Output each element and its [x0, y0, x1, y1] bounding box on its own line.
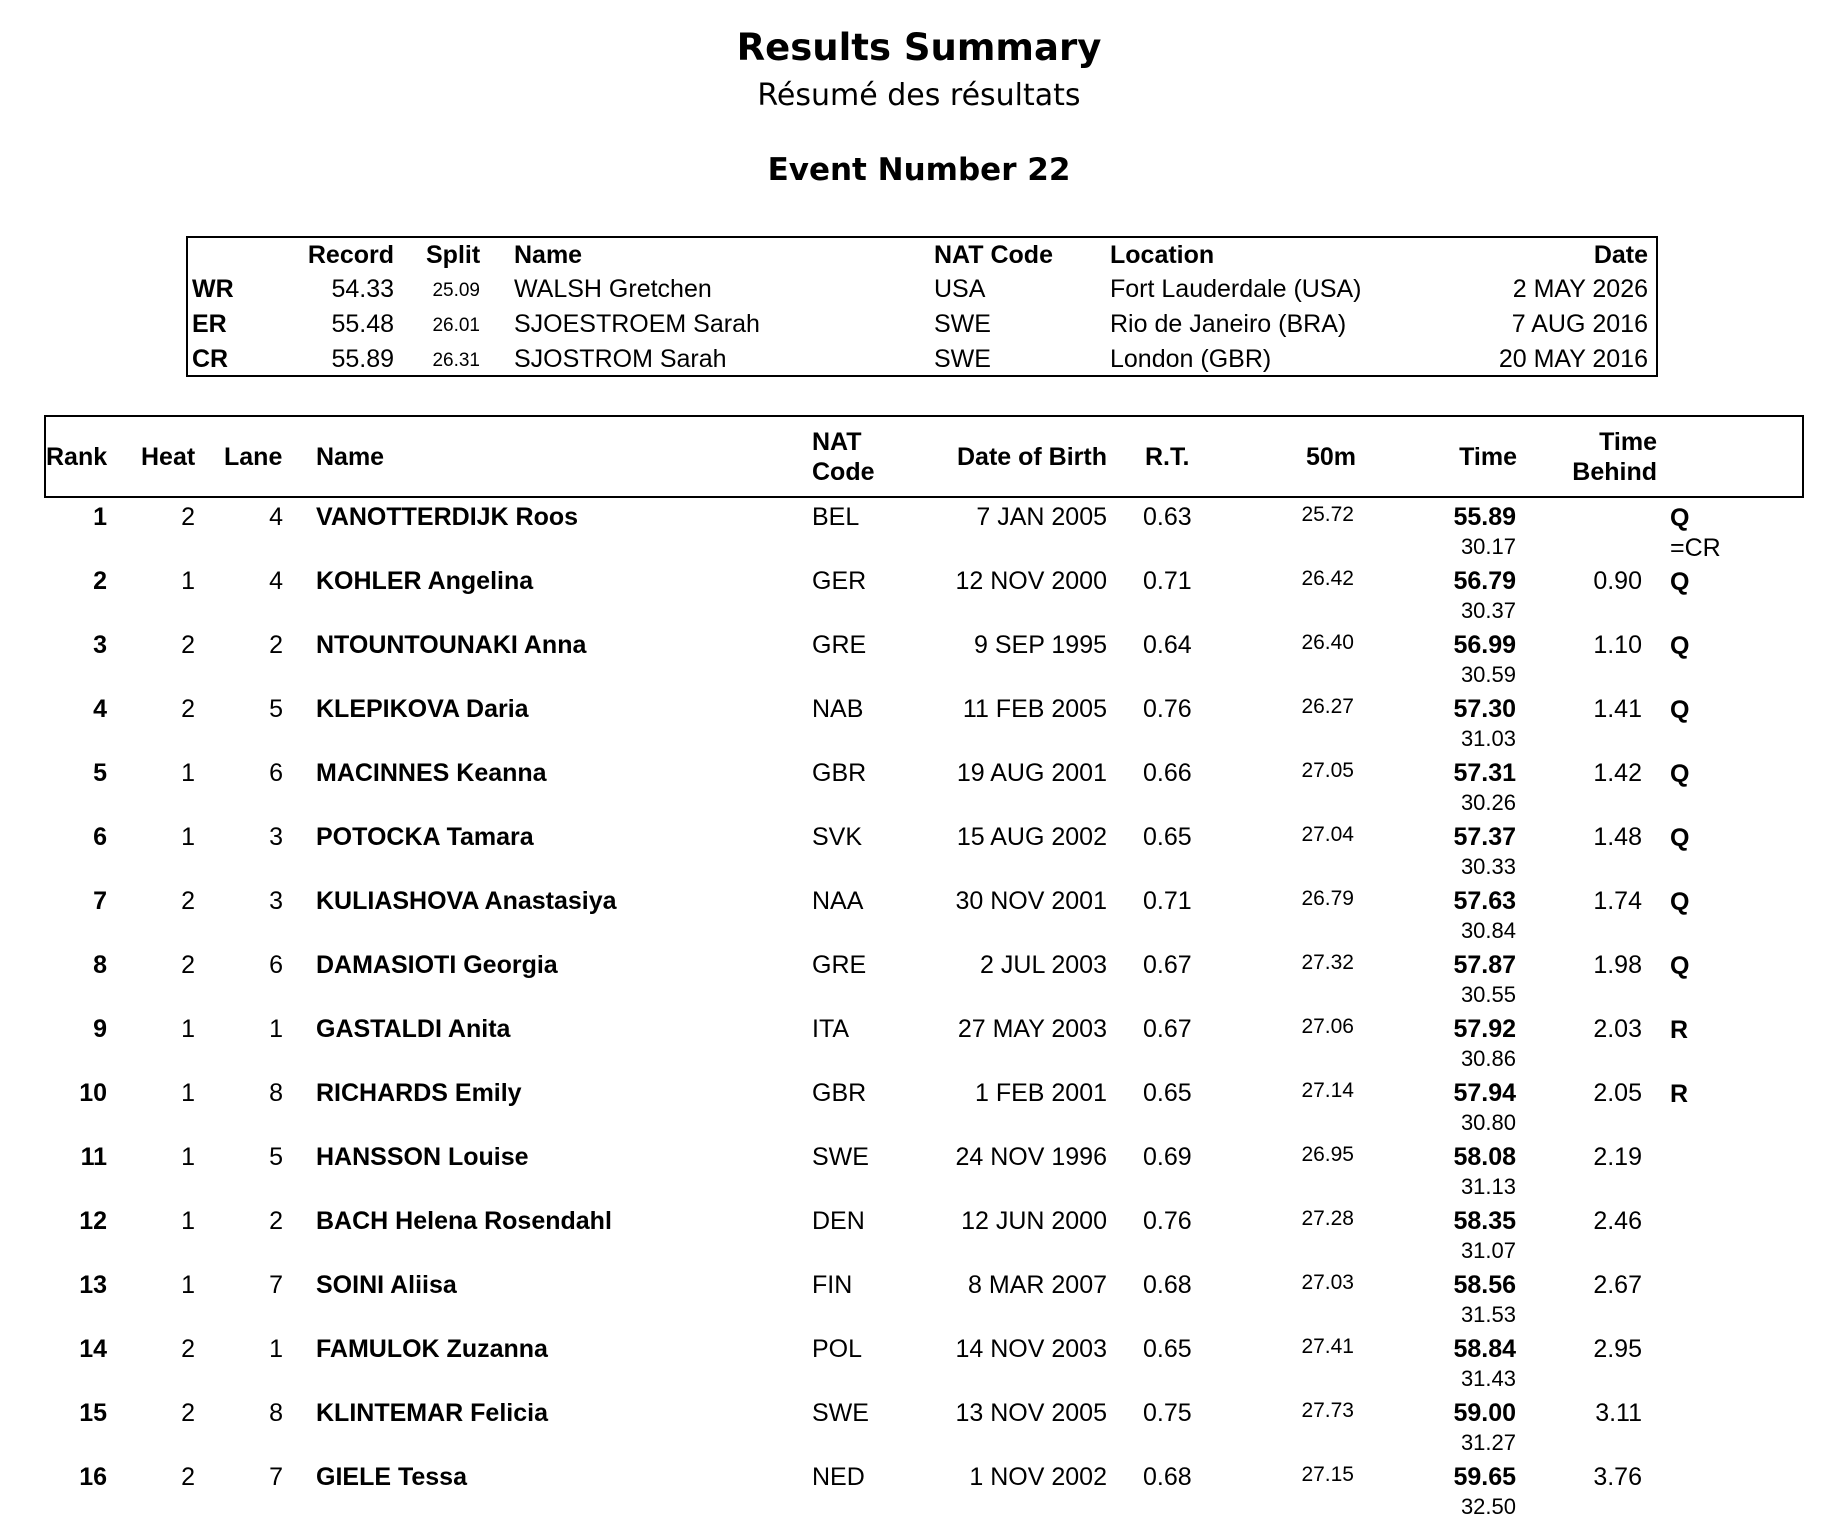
nat-code-cell: NAA	[812, 887, 864, 915]
heat-cell: 2	[181, 695, 195, 723]
col-rt: R.T.	[1145, 443, 1190, 471]
final-time-cell: 57.63	[1453, 887, 1516, 915]
reaction-time-cell: 0.68	[1143, 1463, 1192, 1491]
date-of-birth-cell: 1 FEB 2001	[974, 1079, 1107, 1107]
time-behind-cell: 2.05	[1593, 1079, 1642, 1107]
col-dob: Date of Birth	[957, 443, 1107, 471]
records-col-record: Record	[307, 241, 394, 269]
heat-cell: 1	[181, 759, 195, 787]
lane-cell: 6	[269, 951, 283, 979]
record-date: 2 MAY 2026	[1512, 275, 1648, 303]
swimmer-name: KLINTEMAR Felicia	[316, 1399, 548, 1427]
reaction-time-cell: 0.64	[1143, 631, 1192, 659]
swimmer-name: GASTALDI Anita	[316, 1015, 511, 1043]
lane-cell: 3	[269, 887, 283, 915]
nat-code-cell: POL	[812, 1335, 863, 1363]
nat-code-cell: SWE	[812, 1143, 869, 1171]
final-time-cell: 57.92	[1453, 1015, 1516, 1043]
swimmer-name: GIELE Tessa	[316, 1463, 467, 1491]
reaction-time-cell: 0.63	[1143, 503, 1192, 531]
rank-cell: 4	[93, 695, 107, 723]
split-50m-cell: 26.27	[1301, 695, 1354, 718]
swimmer-name: KLEPIKOVA Daria	[316, 695, 529, 723]
reaction-time-cell: 0.66	[1143, 759, 1192, 787]
reaction-time-cell: 0.65	[1143, 1079, 1192, 1107]
result-row	[0, 1462, 1838, 1526]
qualification-mark: Q	[1670, 568, 1690, 596]
nat-code-cell: DEN	[812, 1207, 865, 1235]
heat-cell: 2	[181, 951, 195, 979]
reaction-time-cell: 0.67	[1143, 1015, 1192, 1043]
time-behind-cell: 0.90	[1593, 567, 1642, 595]
result-row	[0, 566, 1838, 630]
heat-cell: 2	[181, 503, 195, 531]
date-of-birth-cell: 24 NOV 1996	[955, 1143, 1107, 1171]
date-of-birth-cell: 12 NOV 2000	[955, 567, 1107, 595]
heat-cell: 1	[181, 1207, 195, 1235]
qualification-mark: R	[1670, 1080, 1689, 1108]
col-time: Time	[1459, 443, 1517, 471]
lane-cell: 7	[269, 1463, 283, 1491]
second-split-cell: 30.55	[1460, 982, 1516, 1007]
second-split-cell: 32.50	[1460, 1494, 1516, 1519]
second-split-cell: 31.07	[1460, 1238, 1516, 1263]
record-time: 54.33	[331, 275, 394, 303]
result-row	[0, 1334, 1838, 1398]
split-50m-cell: 27.73	[1301, 1399, 1354, 1422]
reaction-time-cell: 0.65	[1143, 823, 1192, 851]
record-split: 26.31	[432, 350, 480, 371]
heat-cell: 1	[181, 1143, 195, 1171]
qualification-mark: Q	[1670, 824, 1690, 852]
second-split-cell: 31.43	[1460, 1366, 1516, 1391]
result-row	[0, 1206, 1838, 1270]
qualification-mark: Q	[1670, 632, 1690, 660]
nat-code-cell: GRE	[812, 951, 867, 979]
date-of-birth-cell: 19 AUG 2001	[956, 759, 1107, 787]
split-50m-cell: 27.06	[1301, 1015, 1354, 1038]
heat-cell: 2	[181, 1335, 195, 1363]
record-code: ER	[192, 310, 227, 338]
split-50m-cell: 27.04	[1301, 823, 1354, 846]
swimmer-name: HANSSON Louise	[316, 1143, 529, 1171]
result-row	[0, 1078, 1838, 1142]
final-time-cell: 57.87	[1453, 951, 1516, 979]
nat-code-cell: NED	[812, 1463, 865, 1491]
rank-cell: 3	[93, 631, 107, 659]
nat-code-cell: SVK	[812, 823, 863, 851]
result-row	[0, 1270, 1838, 1334]
time-behind-cell: 1.41	[1593, 695, 1642, 723]
result-row	[0, 1014, 1838, 1078]
final-time-cell: 56.79	[1453, 567, 1516, 595]
reaction-time-cell: 0.65	[1143, 1335, 1192, 1363]
record-row	[188, 307, 1656, 341]
record-code: CR	[192, 345, 229, 373]
split-50m-cell: 27.41	[1301, 1335, 1354, 1358]
reaction-time-cell: 0.75	[1143, 1399, 1192, 1427]
heat-cell: 1	[181, 823, 195, 851]
time-behind-cell: 3.76	[1593, 1463, 1642, 1491]
col-nat-line2: Code	[812, 458, 875, 486]
time-behind-cell: 2.95	[1593, 1335, 1642, 1363]
records-header-row	[188, 238, 1656, 272]
second-split-cell: 30.84	[1460, 918, 1516, 943]
records-col-location: Location	[1110, 241, 1215, 269]
final-time-cell: 58.56	[1453, 1271, 1516, 1299]
heat-cell: 1	[181, 1271, 195, 1299]
split-50m-cell: 27.03	[1301, 1271, 1354, 1294]
records-col-nat: NAT Code	[934, 241, 1053, 269]
split-50m-cell: 26.42	[1301, 567, 1354, 590]
time-behind-cell: 3.11	[1595, 1399, 1642, 1427]
split-50m-cell: 27.05	[1301, 759, 1354, 782]
result-row	[0, 950, 1838, 1014]
record-code: WR	[192, 275, 234, 303]
swimmer-name: POTOCKA Tamara	[316, 823, 534, 851]
lane-cell: 3	[269, 823, 283, 851]
rank-cell: 8	[93, 951, 107, 979]
col-nat-line1: NAT	[812, 428, 862, 456]
record-location: Rio de Janeiro (BRA)	[1110, 310, 1347, 338]
record-row	[188, 272, 1656, 306]
lane-cell: 4	[269, 567, 283, 595]
lane-cell: 1	[269, 1015, 283, 1043]
result-row	[0, 822, 1838, 886]
result-row	[0, 694, 1838, 758]
time-behind-cell: 2.03	[1593, 1015, 1642, 1043]
col-50m: 50m	[1305, 443, 1356, 471]
swimmer-name: FAMULOK Zuzanna	[316, 1335, 548, 1363]
col-rank: Rank	[46, 443, 108, 471]
split-50m-cell: 27.28	[1301, 1207, 1354, 1230]
nat-code-cell: GRE	[812, 631, 867, 659]
final-time-cell: 57.30	[1453, 695, 1516, 723]
rank-cell: 16	[79, 1463, 107, 1491]
time-behind-cell: 2.19	[1593, 1143, 1642, 1171]
result-row	[0, 758, 1838, 822]
nat-code-cell: BEL	[812, 503, 860, 531]
final-time-cell: 59.65	[1453, 1463, 1516, 1491]
swimmer-name: NTOUNTOUNAKI Anna	[316, 631, 587, 659]
split-50m-cell: 26.79	[1301, 887, 1354, 910]
lane-cell: 2	[269, 631, 283, 659]
lane-cell: 5	[269, 1143, 283, 1171]
nat-code-cell: SWE	[812, 1399, 869, 1427]
lane-cell: 2	[269, 1207, 283, 1235]
second-split-cell: 30.86	[1460, 1046, 1516, 1071]
qualification-mark: Q	[1670, 888, 1690, 916]
final-time-cell: 58.35	[1453, 1207, 1516, 1235]
qualification-mark: Q	[1670, 504, 1690, 532]
swimmer-name: KOHLER Angelina	[316, 567, 534, 595]
swimmer-name: KULIASHOVA Anastasiya	[316, 887, 617, 915]
rank-cell: 6	[93, 823, 107, 851]
rank-cell: 14	[79, 1335, 107, 1363]
rank-cell: 13	[79, 1271, 107, 1299]
heat-cell: 2	[181, 1463, 195, 1491]
nat-code-cell: GBR	[812, 1079, 867, 1107]
rank-cell: 10	[79, 1079, 107, 1107]
col-behind-line2: Behind	[1572, 458, 1657, 486]
second-split-cell: 30.37	[1460, 598, 1516, 623]
date-of-birth-cell: 27 MAY 2003	[957, 1015, 1107, 1043]
records-col-name: Name	[514, 241, 583, 269]
swimmer-name: RICHARDS Emily	[316, 1079, 522, 1107]
swimmer-name: SOINI Aliisa	[316, 1271, 457, 1299]
record-split: 25.09	[432, 280, 480, 301]
time-behind-cell: 1.42	[1593, 759, 1642, 787]
second-split-cell: 31.53	[1460, 1302, 1516, 1327]
second-split-cell: 30.26	[1460, 790, 1516, 815]
nat-code-cell: NAB	[812, 695, 864, 723]
lane-cell: 8	[269, 1079, 283, 1107]
page-title: Results Summary	[736, 26, 1102, 69]
col-heat: Heat	[141, 443, 196, 471]
date-of-birth-cell: 11 FEB 2005	[962, 695, 1107, 723]
split-50m-cell: 27.14	[1301, 1079, 1354, 1102]
rank-cell: 1	[93, 503, 107, 531]
rank-cell: 12	[79, 1207, 107, 1235]
reaction-time-cell: 0.69	[1143, 1143, 1192, 1171]
rank-cell: 7	[93, 887, 107, 915]
date-of-birth-cell: 9 SEP 1995	[974, 631, 1107, 659]
result-row	[0, 1398, 1838, 1462]
nat-code-cell: ITA	[812, 1015, 850, 1043]
heat-cell: 1	[181, 1015, 195, 1043]
record-split: 26.01	[432, 315, 480, 336]
record-time: 55.48	[331, 310, 394, 338]
date-of-birth-cell: 8 MAR 2007	[968, 1271, 1107, 1299]
lane-cell: 5	[269, 695, 283, 723]
record-location: London (GBR)	[1110, 345, 1272, 373]
record-location: Fort Lauderdale (USA)	[1110, 275, 1362, 303]
final-time-cell: 55.89	[1453, 503, 1516, 531]
qualification-mark: Q	[1670, 952, 1690, 980]
time-behind-cell: 1.74	[1593, 887, 1642, 915]
result-row	[0, 502, 1838, 566]
time-behind-cell: 1.10	[1593, 631, 1642, 659]
rank-cell: 11	[80, 1143, 107, 1171]
record-holder-name: SJOSTROM Sarah	[514, 345, 727, 373]
qualification-mark: Q	[1670, 760, 1690, 788]
records-col-split: Split	[426, 241, 481, 269]
heat-cell: 2	[181, 631, 195, 659]
split-50m-cell: 26.40	[1301, 631, 1354, 654]
record-date: 20 MAY 2016	[1498, 345, 1648, 373]
lane-cell: 1	[269, 1335, 283, 1363]
time-behind-cell: 1.48	[1593, 823, 1642, 851]
nat-code-cell: FIN	[812, 1271, 853, 1299]
record-time: 55.89	[331, 345, 394, 373]
swimmer-name: BACH Helena Rosendahl	[316, 1207, 612, 1235]
final-time-cell: 56.99	[1453, 631, 1516, 659]
final-time-cell: 57.37	[1453, 823, 1516, 851]
second-split-cell: 30.17	[1460, 534, 1516, 559]
date-of-birth-cell: 1 NOV 2002	[969, 1463, 1107, 1491]
results-header-row	[44, 415, 1804, 498]
rank-cell: 2	[93, 567, 107, 595]
reaction-time-cell: 0.68	[1143, 1271, 1192, 1299]
rank-cell: 5	[93, 759, 107, 787]
col-behind-line1: Time	[1599, 428, 1657, 456]
qualification-mark: R	[1670, 1016, 1689, 1044]
swimmer-name: DAMASIOTI Georgia	[316, 951, 558, 979]
page-subtitle: Résumé des résultats	[757, 78, 1081, 113]
record-mark: =CR	[1670, 534, 1721, 562]
lane-cell: 6	[269, 759, 283, 787]
date-of-birth-cell: 7 JAN 2005	[976, 503, 1107, 531]
nat-code-cell: GBR	[812, 759, 867, 787]
date-of-birth-cell: 12 JUN 2000	[961, 1207, 1107, 1235]
lane-cell: 8	[269, 1399, 283, 1427]
date-of-birth-cell: 15 AUG 2002	[956, 823, 1107, 851]
reaction-time-cell: 0.67	[1143, 951, 1192, 979]
col-lane: Lane	[224, 443, 283, 471]
reaction-time-cell: 0.71	[1143, 567, 1192, 595]
record-date: 7 AUG 2016	[1511, 310, 1648, 338]
event-number: Event Number 22	[767, 152, 1071, 188]
second-split-cell: 31.27	[1460, 1430, 1516, 1455]
record-holder-name: SJOESTROEM Sarah	[514, 310, 760, 338]
final-time-cell: 58.84	[1453, 1335, 1516, 1363]
date-of-birth-cell: 14 NOV 2003	[955, 1335, 1107, 1363]
final-time-cell: 59.00	[1453, 1399, 1516, 1427]
split-50m-cell: 27.32	[1301, 951, 1354, 974]
second-split-cell: 30.33	[1460, 854, 1516, 879]
split-50m-cell: 25.72	[1301, 503, 1354, 526]
records-table	[186, 236, 1658, 377]
result-row	[0, 1142, 1838, 1206]
rank-cell: 15	[79, 1399, 107, 1427]
final-time-cell: 57.94	[1453, 1079, 1516, 1107]
reaction-time-cell: 0.76	[1143, 1207, 1192, 1235]
record-nat-code: USA	[934, 275, 986, 303]
time-behind-cell: 2.67	[1593, 1271, 1642, 1299]
heat-cell: 2	[181, 887, 195, 915]
split-50m-cell: 27.15	[1301, 1463, 1354, 1486]
final-time-cell: 58.08	[1453, 1143, 1516, 1171]
heat-cell: 2	[181, 1399, 195, 1427]
date-of-birth-cell: 2 JUL 2003	[980, 951, 1107, 979]
lane-cell: 4	[269, 503, 283, 531]
reaction-time-cell: 0.76	[1143, 695, 1192, 723]
second-split-cell: 31.13	[1460, 1174, 1516, 1199]
record-nat-code: SWE	[934, 310, 991, 338]
nat-code-cell: GER	[812, 567, 867, 595]
lane-cell: 7	[269, 1271, 283, 1299]
record-nat-code: SWE	[934, 345, 991, 373]
qualification-mark: Q	[1670, 696, 1690, 724]
record-row	[188, 342, 1656, 376]
second-split-cell: 30.59	[1460, 662, 1516, 687]
heat-cell: 1	[181, 567, 195, 595]
records-col-date: Date	[1593, 241, 1648, 269]
time-behind-cell: 1.98	[1593, 951, 1642, 979]
date-of-birth-cell: 13 NOV 2005	[955, 1399, 1107, 1427]
second-split-cell: 31.03	[1460, 726, 1516, 751]
reaction-time-cell: 0.71	[1143, 887, 1192, 915]
col-name: Name	[316, 443, 385, 471]
swimmer-name: VANOTTERDIJK Roos	[316, 503, 579, 531]
split-50m-cell: 26.95	[1301, 1143, 1354, 1166]
time-behind-cell: 2.46	[1593, 1207, 1642, 1235]
result-row	[0, 886, 1838, 950]
heat-cell: 1	[181, 1079, 195, 1107]
rank-cell: 9	[93, 1015, 107, 1043]
second-split-cell: 30.80	[1460, 1110, 1516, 1135]
record-holder-name: WALSH Gretchen	[514, 275, 712, 303]
result-row	[0, 630, 1838, 694]
swimmer-name: MACINNES Keanna	[316, 759, 547, 787]
final-time-cell: 57.31	[1453, 759, 1516, 787]
date-of-birth-cell: 30 NOV 2001	[955, 887, 1107, 915]
